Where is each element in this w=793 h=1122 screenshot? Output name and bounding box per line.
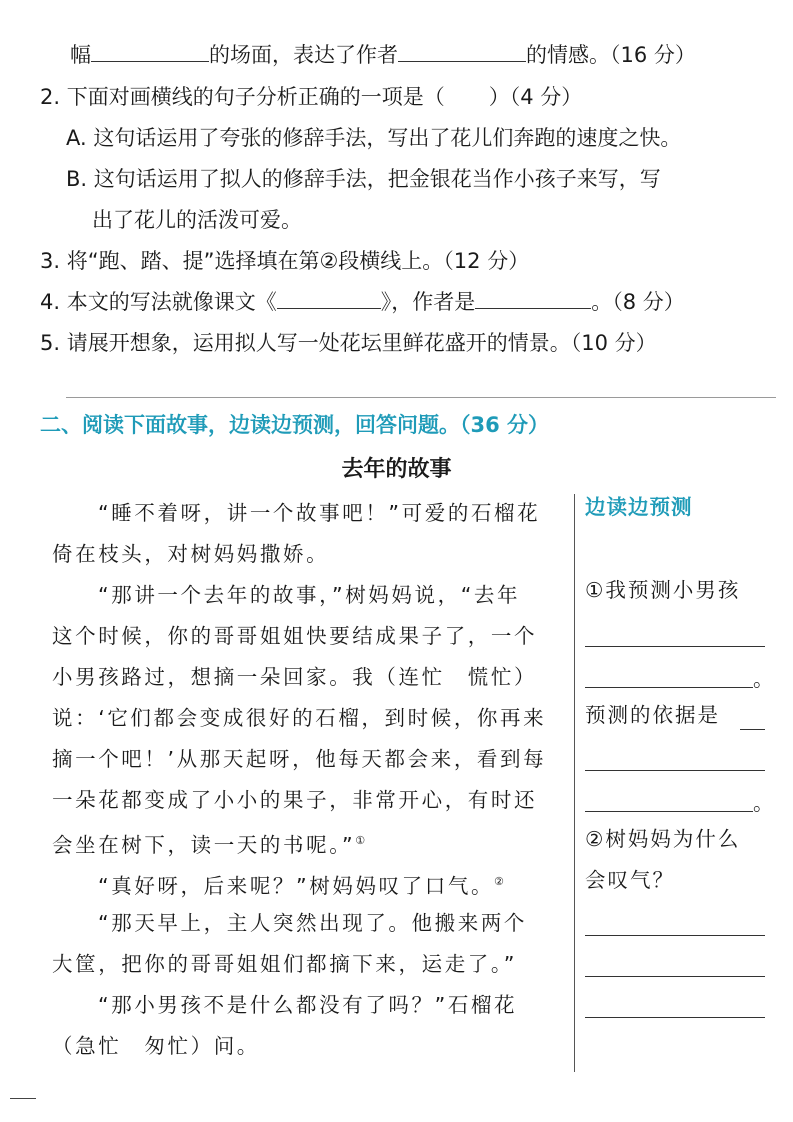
story-line: 这个时候，你的哥哥姐姐快要结成果子了，一个 xyxy=(52,624,538,648)
story-line: “那天早上，主人突然出现了。他搬来两个 xyxy=(98,911,528,935)
prediction-2-prompt-line1: ②树妈妈为什么 xyxy=(585,827,741,851)
prediction-2-line-2[interactable] xyxy=(585,976,765,977)
section2-heading: 二、阅读下面故事，边读边预测，回答问题。（36 分） xyxy=(40,413,550,437)
q2-option-b-line1: B. 这句话运用了拟人的修辞手法，把金银花当作小孩子来写，写 xyxy=(66,167,661,191)
story-line: （急忙 匆忙）问。 xyxy=(52,1034,260,1058)
page-corner-mark xyxy=(10,1098,36,1099)
prediction-2-line-1[interactable] xyxy=(585,935,765,936)
footnote-marker-1: ① xyxy=(355,834,366,847)
story-line: 一朵花都变成了小小的果子，非常开心，有时还 xyxy=(52,788,538,812)
sidebar-heading: 边读边预测 xyxy=(585,495,693,519)
story-line: “那讲一个去年的故事，”树妈妈说，“去年 xyxy=(98,583,521,607)
q4-part1: 4. 本文的写法就像课文《 xyxy=(40,290,277,314)
story-line: 大筐，把你的哥哥姐姐们都摘下来，运走了。” xyxy=(52,952,517,976)
q2-stem-a: 2. 下面对画横线的句子分析正确的一项是（ xyxy=(40,85,445,109)
q1-blank-2[interactable] xyxy=(398,41,526,62)
q2-option-a: A. 这句话运用了夸张的修辞手法，写出了花儿们奔跑的速度之快。 xyxy=(66,126,682,150)
q2-stem xyxy=(40,82,582,112)
basis-line-0[interactable] xyxy=(740,729,765,730)
prediction-1-end: 。 xyxy=(753,667,776,691)
footnote-marker-2: ② xyxy=(494,875,504,888)
story-line: 会坐在树下，读一天的书呢。”① xyxy=(52,832,366,857)
answer-line[interactable] xyxy=(66,397,776,398)
prediction-2-prompt-line2: 会叹气？ xyxy=(585,868,675,892)
q1-part1: 幅 xyxy=(70,43,91,67)
prediction-2-line-3[interactable] xyxy=(585,1017,765,1018)
q4-line xyxy=(40,287,685,317)
q4-part2: 》，作者是 xyxy=(380,290,476,314)
prediction-1-line-1[interactable] xyxy=(585,646,765,647)
story-line: 摘一个吧！’从那天起呀，他每天都会来，看到每 xyxy=(52,747,547,771)
q1-line xyxy=(70,40,696,70)
basis-line-1[interactable] xyxy=(585,770,765,771)
story-line: “那小男孩不是什么都没有了吗？”石榴花 xyxy=(98,993,518,1017)
basis-line-2[interactable] xyxy=(585,811,753,812)
story-line: 说：‘它们都会变成很好的石榴，到时候，你再来 xyxy=(52,706,547,730)
q4-part3: 。（8 分） xyxy=(591,290,685,314)
basis-prompt: 预测的依据是 xyxy=(585,703,720,727)
q5-text: 5. 请展开想象，运用拟人写一处花坛里鲜花盛开的情景。（10 分） xyxy=(40,331,657,355)
q4-blank-1[interactable] xyxy=(277,288,381,309)
story-title: 去年的故事 xyxy=(341,457,452,482)
column-divider xyxy=(574,494,575,1072)
story-line: “睡不着呀，讲一个故事吧！”可爱的石榴花 xyxy=(98,501,541,525)
q3-text: 3. 将“跑、踏、提”选择填在第②段横线上。（12 分） xyxy=(40,249,530,273)
prediction-1-line-2[interactable] xyxy=(585,687,753,688)
story-line: 倚在枝头，对树妈妈撒娇。 xyxy=(52,542,330,566)
q1-blank-1[interactable] xyxy=(91,41,209,62)
basis-end: 。 xyxy=(753,791,776,815)
q1-part2: 的场面，表达了作者 xyxy=(209,43,398,67)
q2-stem-b: ）（4 分） xyxy=(488,85,583,109)
story-line: “真好呀，后来呢？”树妈妈叹了口气。② xyxy=(98,873,504,898)
q2-option-b-line2: 出了花儿的活泼可爱。 xyxy=(92,208,302,232)
prediction-1-prompt: ①我预测小男孩 xyxy=(585,578,741,602)
q1-part3: 的情感。（16 分） xyxy=(526,43,696,67)
story-line: 小男孩路过，想摘一朵回家。我（连忙 慌忙） xyxy=(52,665,538,689)
q4-blank-2[interactable] xyxy=(475,288,591,309)
